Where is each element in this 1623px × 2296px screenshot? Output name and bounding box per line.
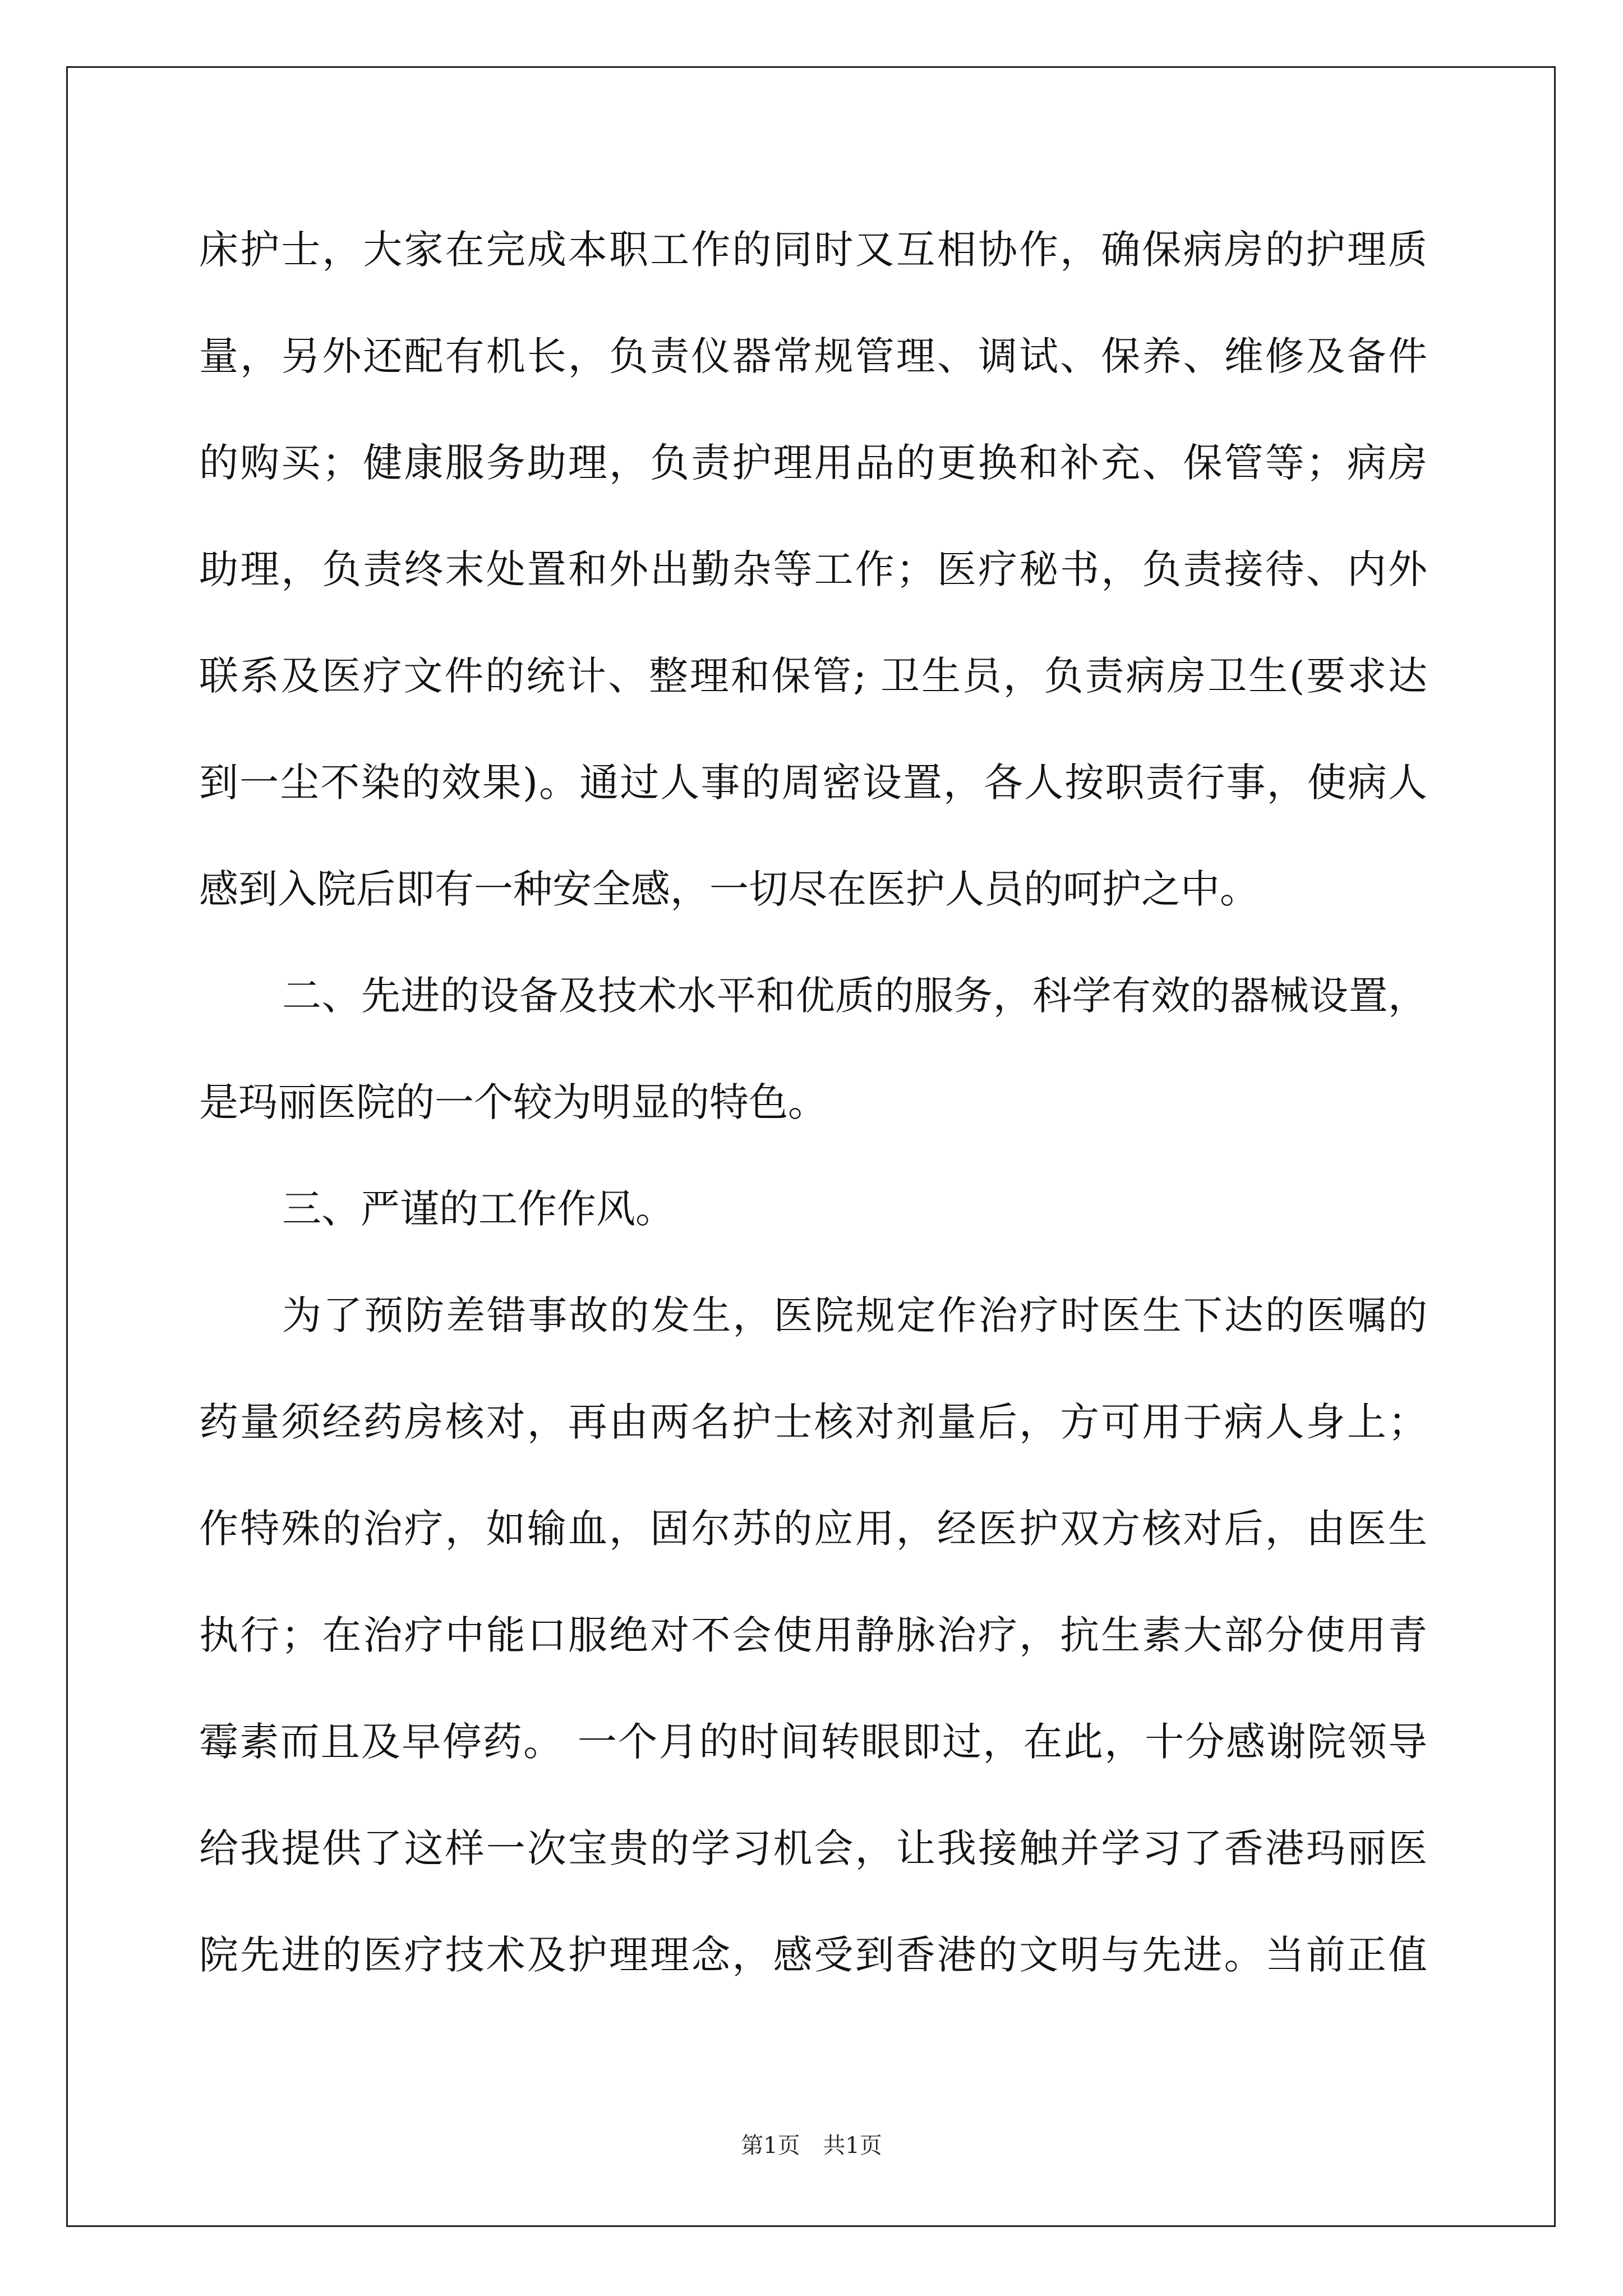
page-number: 第1页: [741, 2133, 800, 2159]
text-line: 床护士，大家在完成本职工作的同时又互相协作，确保病房的护理质: [199, 227, 1427, 273]
text-line: 霉素而且及早停药。 一个月的时间转眼即过，在此，十分感谢院领导: [199, 1719, 1427, 1765]
text-line: 执行；在治疗中能口服绝对不会使用静脉治疗，抗生素大部分使用青: [199, 1612, 1427, 1658]
text-line: 给我提供了这样一次宝贵的学习机会，让我接触并学习了香港玛丽医: [199, 1825, 1427, 1871]
paragraph-first-line: 为了预防差错事故的发生，医院规定作治疗时医生下达的医嘱的: [282, 1292, 1427, 1338]
text-line: 的购买；健康服务助理，负责护理用品的更换和补充、保管等；病房: [199, 440, 1427, 486]
text-line: 作特殊的治疗，如输血，固尔苏的应用，经医护双方核对后，由医生: [199, 1506, 1427, 1552]
text-line: 院先进的医疗技术及护理理念，感受到香港的文明与先进。当前正值: [199, 1932, 1427, 1978]
text-line: 感到入院后即有一种安全感，一切尽在医护人员的呵护之中。: [199, 866, 1259, 912]
text-line: 量，另外还配有机长，负责仪器常规管理、调试、保养、维修及备件: [199, 333, 1427, 379]
text-line: 药量须经药房核对，再由两名护士核对剂量后，方可用于病人身上；: [199, 1399, 1427, 1445]
text-line: 助理，负责终末处置和外出勤杂等工作；医疗秘书，负责接待、内外: [199, 546, 1427, 592]
text-line: 到一尘不染的效果)。通过人事的周密设置，各人按职责行事，使病人: [199, 760, 1427, 806]
text-line: 联系及医疗文件的统计、整理和保管; 卫生员，负责病房卫生(要求达: [199, 653, 1427, 699]
paragraph-first-line: 二、先进的设备及技术水平和优质的服务，科学有效的器械设置，: [282, 973, 1427, 1019]
page-total: 共1页: [823, 2133, 882, 2159]
body-text: [199, 208, 1427, 2019]
section-heading: 三、严谨的工作作风。: [282, 1186, 675, 1232]
page-footer: [0, 2128, 1623, 2160]
text-line: 是玛丽医院的一个较为明显的特色。: [199, 1079, 827, 1125]
